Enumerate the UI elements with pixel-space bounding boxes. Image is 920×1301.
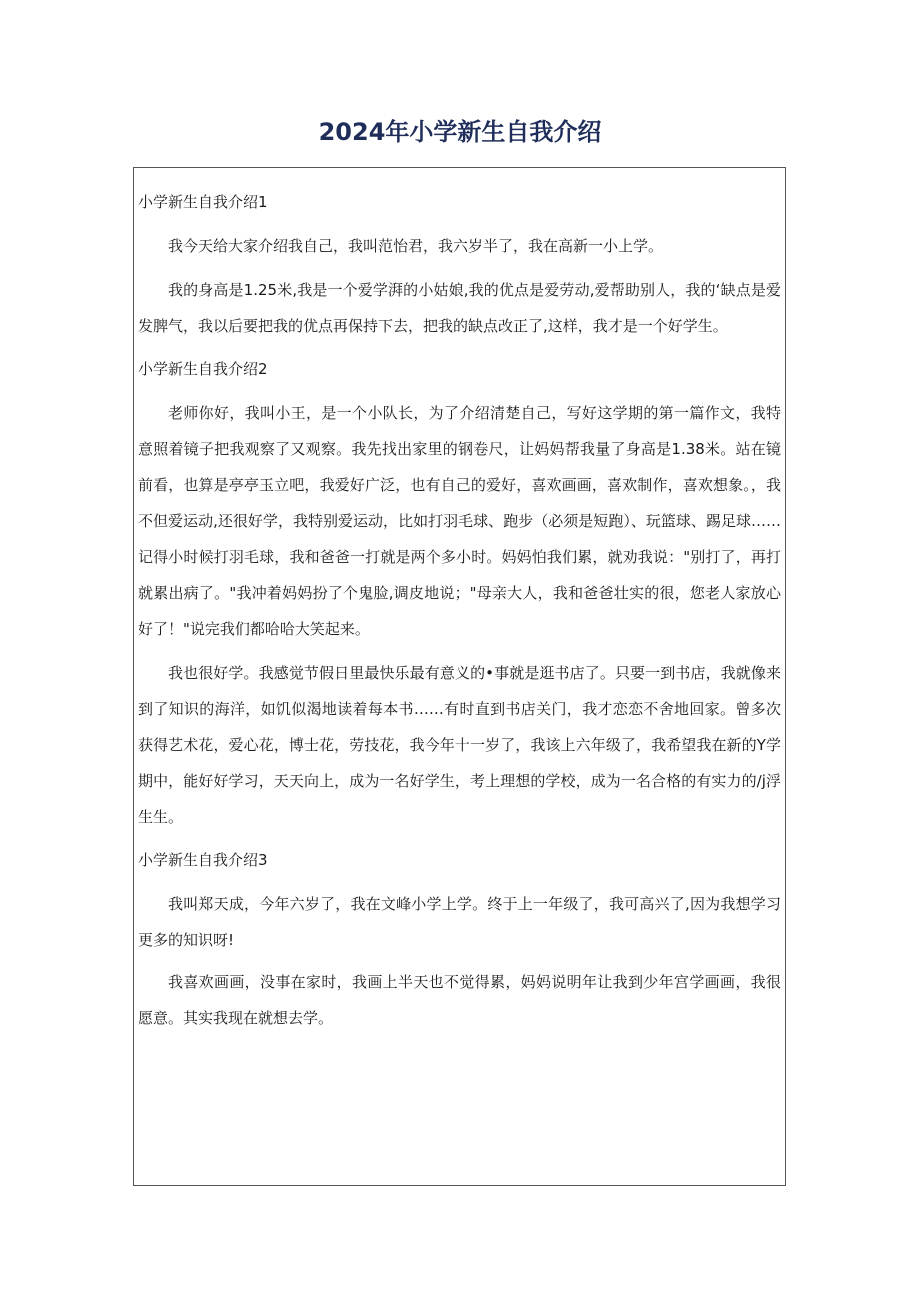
section-1-paragraph-1: 我今天给大家介绍我自己，我叫范怡君，我六岁半了，我在高新一小上学。 — [168, 237, 664, 255]
section-2-paragraph-1: 老师你好，我叫小王，是一个小队长，为了介绍清楚自己，写好这学期的第一篇作文，我特意照着镜子把我观察了又观察。我先找出家里的钢卷尺，让妈妈帮我量了身高是1.38米。站在镜前看，也算是亭亭玉立吧，我爱好广泛，也有自己的爱好，喜欢画画，喜欢制作，喜欢想象。，我不但爱运动,还很好学，我特别爱运动，比如打羽毛球、跑步（必须是短跑）、玩篮球、踢足球……记得小时候打羽毛球，我和爸爸一打就是两个多小时。妈妈怕我们累，就劝我说："别打了，再打就累出病了。"我冲着妈妈扮了个鬼脸,调皮地说；"母亲大人，我和爸爸壮实的很，您老人家放心好了！"说完我们都哈哈大笑起来。 — [138, 404, 781, 638]
section-heading-1: 小学新生自我介绍1 — [138, 193, 268, 211]
section-heading-3: 小学新生自我介绍3 — [138, 851, 268, 869]
section-heading-2: 小学新生自我介绍2 — [138, 360, 268, 378]
section-3-paragraph-2: 我喜欢画画，没事在家时，我画上半天也不觉得累，妈妈说明年让我到少年宫学画画，我很愿意。其实我现在就想去学。 — [138, 973, 781, 1027]
section-1-paragraph-2: 我的身高是1.25米,我是一个爱学湃的小姑娘,我的优点是爱劳动,爱帮助别人，我的‘缺点是爱发脾气，我以后要把我的优点再保持下去，把我的缺点改正了,这样，我才是一个好学生。 — [138, 281, 781, 335]
content-box — [133, 167, 786, 1186]
section-3-paragraph-1: 我叫郑天成，今年六岁了，我在文峰小学上学。终于上一年级了，我可高兴了,因为我想学习更多的知识呀! — [138, 895, 781, 949]
section-2-paragraph-2: 我也很好学。我感觉节假日里最快乐最有意义的•事就是逛书店了。只要一到书店，我就像来到了知识的海洋，如饥似渴地读着每本书……有时直到书店关门，我才恋恋不舍地回家。曾多次获得艺术花，爱心花，博士花，劳技花，我今年十一岁了，我该上六年级了，我希望我在新的Y学期中，能好好学习，天天向上，成为一名好学生，考上理想的学校，成为一名合格的有实力的∕j浮生生。 — [138, 664, 781, 826]
document-title: 2024年小学新生自我介绍 — [318, 118, 602, 146]
